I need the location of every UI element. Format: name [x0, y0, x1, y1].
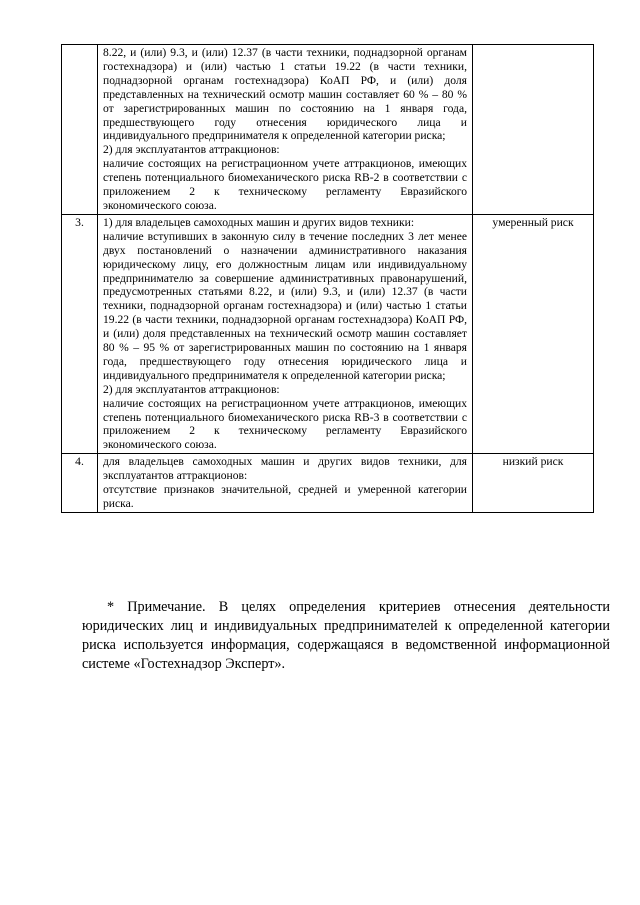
- criteria-paragraph: 2) для эксплуатантов аттракционов:: [103, 382, 280, 396]
- risk-criteria-table: [61, 44, 594, 513]
- risk-category: [473, 45, 594, 215]
- footnote-note: * Примечание. В целях определения критериев отнесения деятельности юридических лиц и индивидуальных предпринимателей к определенной категории риска используется информация, содержащаяся в ведомственной информационной системе «Гостехнадзор Эксперт».: [82, 599, 610, 672]
- table-row: [62, 45, 594, 215]
- row-number: [62, 45, 98, 215]
- criteria-paragraph: наличие вступивших в законную силу в течение последних 3 лет менее двух постановлений о назначении административного наказания юридическому лицу, его должностным лицам или индивидуальному предпринимателю за совершение административных правонарушений, предусмотренных статьями 8.22, и (или) 9.3, и (или) 12.37 (в части техники, поднадзорной органам гостехнадзора) и (или) частью 1 статьи 19.22 (в части техники, поднадзорной органам гостехнадзора) КоАП РФ, и (или) доля представленных на технический осмотр машин составляет 80 % – 95 % от зарегистрированных машин по состоянию на 1 января года, предшествующего году отнесения юридического лица и индивидуального предпринимателя к определенной категории риска;: [103, 229, 467, 382]
- risk-category: умеренный риск: [473, 214, 594, 453]
- criteria-cell: [98, 454, 473, 513]
- criteria-paragraph: 8.22, и (или) 9.3, и (или) 12.37 (в части техники, поднадзорной органам гостехнадзора) и (или) частью 1 статьи 19.22 (в части техники, поднадзорной органам гостехнадзора) КоАП РФ, и (или) доля представленных на технический осмотр машин составляет 60 % – 80 % от зарегистрированных машин по состоянию на 1 января года, предшествующего году отнесения юридического лица и индивидуального предпринимателя к определенной категории риска;: [103, 46, 467, 143]
- row-number: 4.: [62, 454, 98, 513]
- criteria-paragraph: для владельцев самоходных машин и других видов техники, для эксплуатантов аттракционов:: [103, 455, 467, 483]
- criteria-paragraph: отсутствие признаков значительной, средней и умеренной категории риска.: [103, 483, 467, 510]
- criteria-paragraph: 2) для эксплуатантов аттракционов:: [103, 143, 280, 157]
- criteria-paragraph: наличие состоящих на регистрационном учете аттракционов, имеющих степень потенциального биомеханического риска RB-2 в соответствии с приложением 2 к техническому регламенту Евразийского экономического союза.: [103, 157, 467, 212]
- criteria-cell: [98, 214, 473, 453]
- table-row: [62, 214, 594, 453]
- criteria-paragraph: наличие состоящих на регистрационном учете аттракционов, имеющих степень потенциального биомеханического риска RB-3 в соответствии с приложением 2 к техническому регламенту Евразийского экономического союза.: [103, 396, 467, 452]
- table-row: [62, 454, 594, 513]
- criteria-paragraph: 1) для владельцев самоходных машин и других видов техники:: [103, 215, 415, 229]
- risk-category: низкий риск: [473, 454, 594, 513]
- row-number: 3.: [62, 214, 98, 453]
- criteria-cell: [98, 45, 473, 215]
